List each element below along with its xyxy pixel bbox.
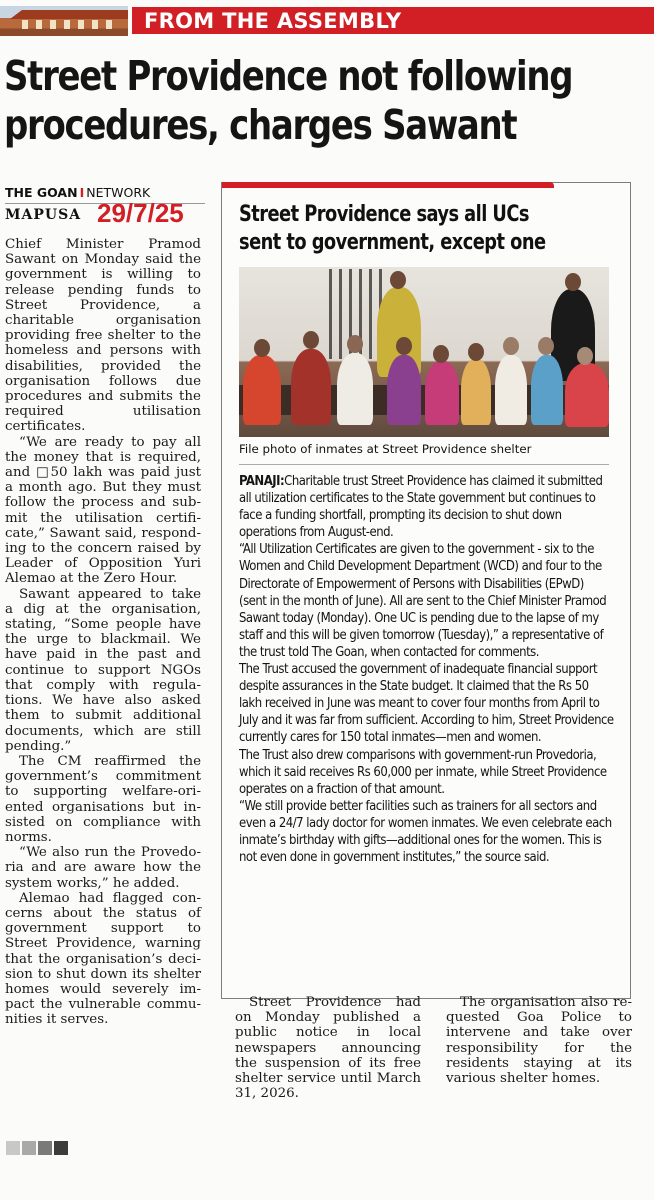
byline-outlet: THE GOAN [5, 185, 78, 200]
story-paragraph: Chief Minister Pramod Sawant on Monday said the government is willing to release pending funds to Street Providence, a charitable organisation providing free shelter to the homeless and persons with disabilities, provided the organisation follows due procedures and submits the required utilisation certificates. [5, 237, 201, 435]
sidebar-paragraph: The Trust also drew comparisons with government-run Provedoria, which it said receives Rs 60,000 per inmate, while Street Providence operates on a fraction of that amount. [239, 747, 607, 797]
story-paragraph: Sawant appeared to take a dig at the organisation, stating, “Some people have the urge to blackmail. We have paid in the past and continue to support NGOs that comply with regulations. We have also asked them to submit additional documents, which are still pending.” [5, 586, 201, 754]
marker-square [54, 1141, 68, 1155]
sidebar-box [221, 182, 631, 999]
shelter-inmates-photo [239, 267, 609, 437]
section-title: FROM THE ASSEMBLY [144, 9, 402, 33]
main-story-column [5, 224, 201, 1028]
sidebar-paragraph [239, 473, 614, 541]
continuation-column-c [446, 995, 632, 1086]
story-paragraph: The CM reaffirmed the government’s commitment to supporting welfare-oriented organisations but insisted on compliance with norms. [5, 753, 201, 845]
dateline-place: MAPUSA [5, 207, 82, 223]
sidebar-paragraph-text: Charitable trust Street Providence has claimed it submitted all utilization certificates to the State government but continues to face a funding shortfall, prompting its decision to shut down operations from August-end. [239, 474, 603, 541]
marker-square [38, 1141, 52, 1155]
caption-rule [239, 464, 609, 465]
sidebar-headline: Street Providence says all UCs sent to government, except one [239, 202, 546, 255]
sidebar-paragraph: “We still provide better facilities such as trainers for all sectors and even a 24/7 lady doctor for women inmates. We even celebrate each inmate’s birthday with gifts—additional ones for the women. This is not even done in government institutes,” the source said. [239, 798, 612, 866]
marker-square [22, 1141, 36, 1155]
sidebar-paragraph: “All Utilization Certificates are given to the government - six to the Women and Child Development Department (WCD) and four to the Directorate of Empowerment of Persons with Disabilities (EPwD) (sent in the month of June). All are sent to the Chief Minister Pramod Sawant today (Monday). One UC is pending due to the lapse of my staff and this will be given tomorrow (Tuesday),” a representative of the trust told The Goan, when contacted for comments. [239, 542, 607, 660]
handwritten-date: 29/7/25 [97, 198, 184, 228]
story-paragraph: “We also run the Provedoria and are aware how the system works,” he added. [5, 845, 201, 891]
sidebar-paragraph: The Trust accused the government of inadequate financial support despite assurances in the State budget. It claimed that the Rs 50 lakh received in June was meant to cover four months from April to July and it was far from sufficient. According to him, Street Providence currently cares for 150 total inmates—men and women. [239, 662, 614, 746]
story-paragraph: “We are ready to pay all the money that is required, and □50 lakh was paid just a month ago. But they must follow the process and submit the utilisation certificate,” Sawant said, responding to the concern raised by Leader of Opposition Yuri Alemao at the Zero Hour. [5, 434, 201, 587]
story-paragraph: Street Providence had on Monday published a public notice in local newspapers announcing the suspension of its free shelter service until March 31, 2026. [235, 995, 421, 1102]
sidebar-body [239, 473, 614, 866]
continuation-column-b [235, 995, 421, 1101]
page-marker-squares [6, 1140, 70, 1159]
marker-square [6, 1141, 20, 1155]
section-band [0, 6, 654, 36]
dateline [5, 198, 184, 228]
assembly-building-image [0, 6, 128, 36]
story-paragraph: Alemao had flagged concerns about the status of government support to Street Providence, warning that the organisation’s decision to shut down its shelter homes would severely impact the vulnerable communities it serves. [5, 890, 201, 1028]
photo-caption: File photo of inmates at Street Providence shelter [239, 442, 532, 456]
headline: Street Providence not following procedures, charges Sawant [4, 52, 573, 149]
byline-separator: I [79, 185, 85, 200]
byline-suffix: NETWORK [86, 185, 151, 200]
sidebar-kicker: PANAJI: [239, 474, 285, 489]
sidebar-accent-bar [222, 182, 554, 188]
story-paragraph: The organisation also requested Goa Police to intervene and take over responsibility for the residents staying at its various shelter homes. [446, 995, 632, 1087]
